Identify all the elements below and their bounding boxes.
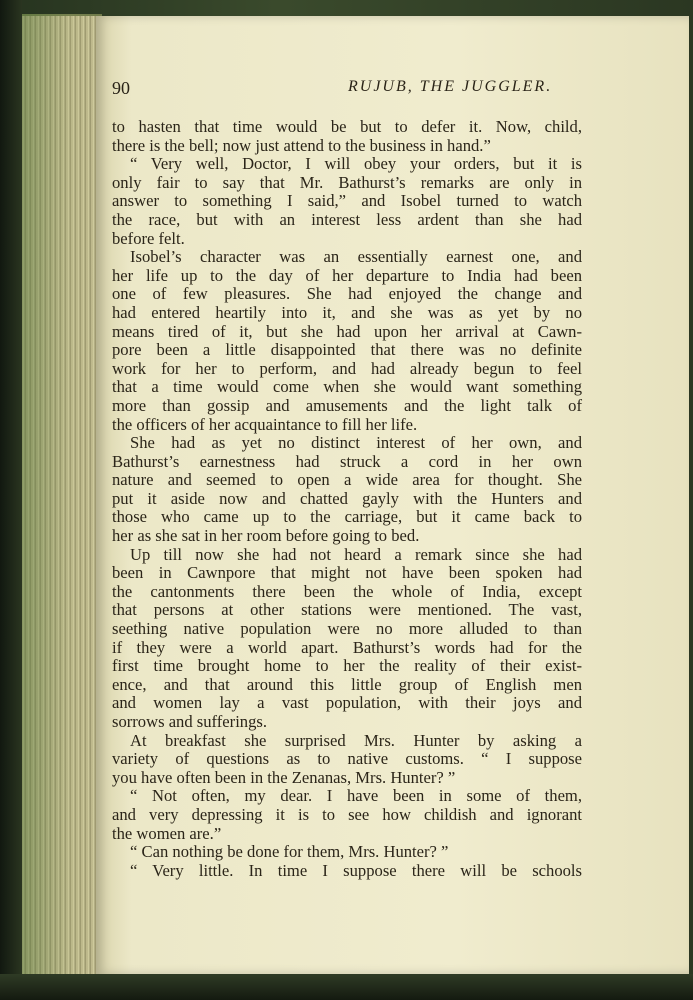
text-line: Isobel’s character was an essentially earnest one, and <box>130 247 582 267</box>
text-line: seething native population were no more alluded to than <box>112 619 582 639</box>
text-line: Bathurst’s earnestness had struck a cord in her own <box>112 451 582 471</box>
body-text <box>112 118 582 880</box>
spine-shadow <box>0 0 22 1000</box>
text-line: nature and seemed to open a wide area for thought. She <box>112 470 582 490</box>
text-line: “ Very well, Doctor, I will obey your orders, but it is <box>130 154 582 174</box>
text-line: her as she sat in her room before going to bed. <box>112 526 420 546</box>
text-line: you have often been in the Zenanas, Mrs. Hunter? ” <box>112 767 456 787</box>
text-line: that persons at other stations were mentioned. The vast, <box>112 600 582 620</box>
text-line: the race, but with an interest less ardent than she had <box>112 209 582 229</box>
text-line: She had as yet no distinct interest of her own, and <box>130 433 582 453</box>
text-line: pore been a little disappointed that there was no definite <box>112 340 582 360</box>
text-line: the women are.” <box>112 823 222 843</box>
text-line: that a time would come when she would want something <box>112 377 582 397</box>
text-line: the officers of her acquaintance to fill her life. <box>112 414 418 434</box>
running-head: RUJUB, THE JUGGLER. <box>348 78 553 95</box>
text-line: At breakfast she surprised Mrs. Hunter by asking a <box>130 730 582 750</box>
page-number: 90 <box>112 78 130 98</box>
text-line: there is the bell; now just attend to the business in hand.” <box>112 135 491 155</box>
text-line: “ Very little. In time I suppose there will be schools <box>130 860 582 880</box>
text-line: only fair to say that Mr. Bathurst’s remarks are only in <box>112 172 582 192</box>
text-line: Up till now she had not heard a remark since she had <box>130 544 582 564</box>
text-line: variety of questions as to native customs. “ I suppose <box>112 749 582 769</box>
text-line: first time brought home to her the reality of their exist- <box>112 656 582 676</box>
text-line: work for her to perform, and had already begun to feel <box>112 358 582 378</box>
text-line: the cantonments there been the whole of India, except <box>112 581 582 601</box>
text-line: put it aside now and chatted gayly with the Hunters and <box>112 488 582 508</box>
text-line: and women lay a vast population, with their joys and <box>112 693 582 713</box>
text-line: “ Not often, my dear. I have been in some of them, <box>130 786 582 806</box>
text-line: ence, and that around this little group of English men <box>112 674 582 694</box>
text-line: her life up to the day of her departure to India had been <box>112 265 582 285</box>
text-line: sorrows and sufferings. <box>112 712 268 731</box>
text-line: more than gossip and amusements and the light talk of <box>112 395 582 415</box>
page-header <box>112 62 582 98</box>
text-line: those who came up to the carriage, but it came back to <box>112 507 582 527</box>
text-line: one of few pleasures. She had enjoyed the change and <box>112 284 582 304</box>
text-line: “ Can nothing be done for them, Mrs. Hunter? ” <box>130 842 449 862</box>
text-line: and very depressing it is to see how childish and ignorant <box>112 804 582 824</box>
text-line: to hasten that time would be but to defer it. Now, child, <box>112 117 582 136</box>
book-bottom-edge <box>0 974 693 1000</box>
page-edges-tint <box>22 14 102 976</box>
text-line: had entered heartily into it, and she was as yet by no <box>112 302 582 322</box>
text-line: answer to something I said,” and Isobel turned to watch <box>112 191 582 211</box>
text-line: before felt. <box>112 228 185 248</box>
text-line: means tired of it, but she had upon her arrival at Cawn- <box>112 321 582 341</box>
text-line: if they were a world apart. Bathurst’s words had for the <box>112 637 582 657</box>
text-line: been in Cawnpore that might not have been spoken had <box>112 563 582 583</box>
